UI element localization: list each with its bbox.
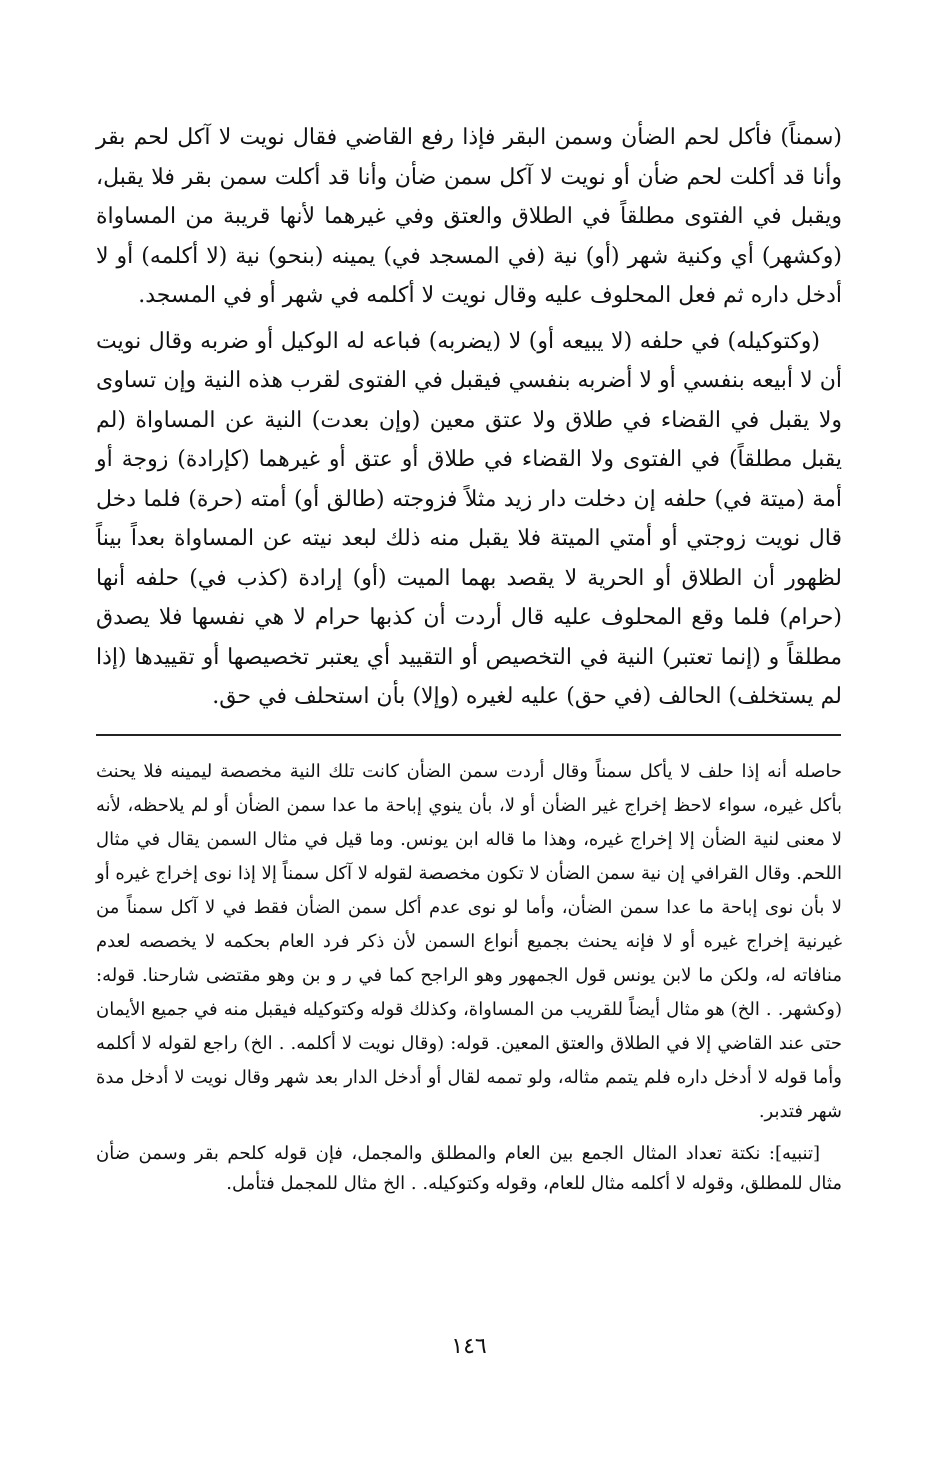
main-text-block [96, 118, 842, 717]
footnote-tanbih: [تنبيه]: نكتة تعداد المثال الجمع بين العام والمطلق والمجمل، فإن قوله كلحم بقر وسمن ضأن مثال للمطلق، وقوله لا أكلمه مثال للعام، وقوله وكتوكيله. . الخ مثال للمجمل فتأمل. [96, 1143, 842, 1194]
main-paragraph-2: (وكتوكيله) في حلفه (لا يبيعه أو) لا (يضربه) فباعه له الوكيل أو ضربه وقال نويت أن لا أبيعه بنفسي أو لا أضربه بنفسي فيقبل في الفتوى لقرب هذه النية وإن تساوى ولا يقبل في القضاء في طلاق ولا عتق معين (وإن بعدت) النية عن المساواة (لم يقبل مطلقاً) في الفتوى ولا القضاء في طلاق أو عتق أو غيرهما (كإرادة) زوجة أو أمة (ميتة في) حلفه إن دخلت دار زيد مثلاً فزوجته (طالق أو) أمته (حرة) فلما دخل قال نويت زوجتي أو أمتي الميتة فلا يقبل منه ذلك لبعد نيته عن المساواة بعداً بيناً لظهور أن الطلاق أو الحرية لا يقصد بهما الميت (أو) إرادة (كذب في) حلفه أنها (حرام) فلما وقع المحلوف عليه قال أردت أن كذبها حرام لا هي نفسها فلا يصدق مطلقاً و (إنما تعتبر) النية في التخصيص أو التقييد أي يعتبر تخصيصها أو تقييدها (إذا لم يستخلف) الحالف (في حق) عليه لغيره (وإلا) بأن استحلف في حق. [96, 328, 842, 709]
footnote-1: حاصله أنه إذا حلف لا يأكل سمناً وقال أردت سمن الضأن كانت تلك النية مخصصة ليمينه فلا يحنث بأكل غيره، سواء لاحظ إخراج غير الضأن أو لا، بأن ينوي إباحة ما عدا سمن الضأن أو لم يلاحظه، لأنه لا معنى لنية الضأن إلا إخراج غيره، وهذا ما قاله ابن يونس. وما قيل في مثال السمن يقال في مثال اللحم. وقال القرافي إن نية سمن الضأن لا تكون مخصصة لقوله لا آكل سمناً إلا إذا نوى إخراج غيره أو لا بأن نوى إباحة ما عدا سمن الضأن، وأما لو نوى عدم أكل سمن الضأن فقط في لا آكل سمناً من غيرنية إخراج غيره أو لا فإنه يحنث بجميع أنواع السمن لأن ذكر فرد العام بحكمه لا يخصصه لعدم منافاته له، ولكن ما لابن يونس قول الجمهور وهو الراجح كما في ر و بن وهو مقتضى شارحنا. قوله: (وكشهر. . الخ) هو مثال أيضاً للقريب من المساواة، وكذلك قوله وكتوكيله فيقبل منه في جميع الأيمان حتى عند القاضي إلا في الطلاق والعتق المعين. قوله: (وقال نويت لا أكلمه. . الخ) راجع لقوله لا أكلمه وأما قوله لا أدخل داره فلم يتمم مثاله، ولو تممه لقال أو أدخل الدار بعد شهر وقال نويت لا أدخل مدة شهر فتدبر. [96, 761, 843, 1122]
footnotes-block [96, 755, 842, 1199]
page-number: ١٤٦ [451, 1334, 487, 1359]
main-paragraph-1: (سمناً) فأكل لحم الضأن وسمن البقر فإذا رفع القاضي فقال نويت لا آكل لحم بقر وأنا قد أكلت لحم ضأن أو نويت لا آكل سمن ضأن وأنا قد أكلت سمن بقر فلا يقبل، ويقبل في الفتوى مطلقاً في الطلاق والعتق وفي غيرهما لأنها قريبة من المساواة (وكشهر) أي وكنية شهر (أو) نية (في المسجد في) يمينه (بنحو) نية (لا أكلمه) أو لا أدخل داره ثم فعل المحلوف عليه وقال نويت لا أكلمه في شهر أو في المسجد. [96, 125, 842, 308]
footnote-divider [96, 734, 841, 736]
